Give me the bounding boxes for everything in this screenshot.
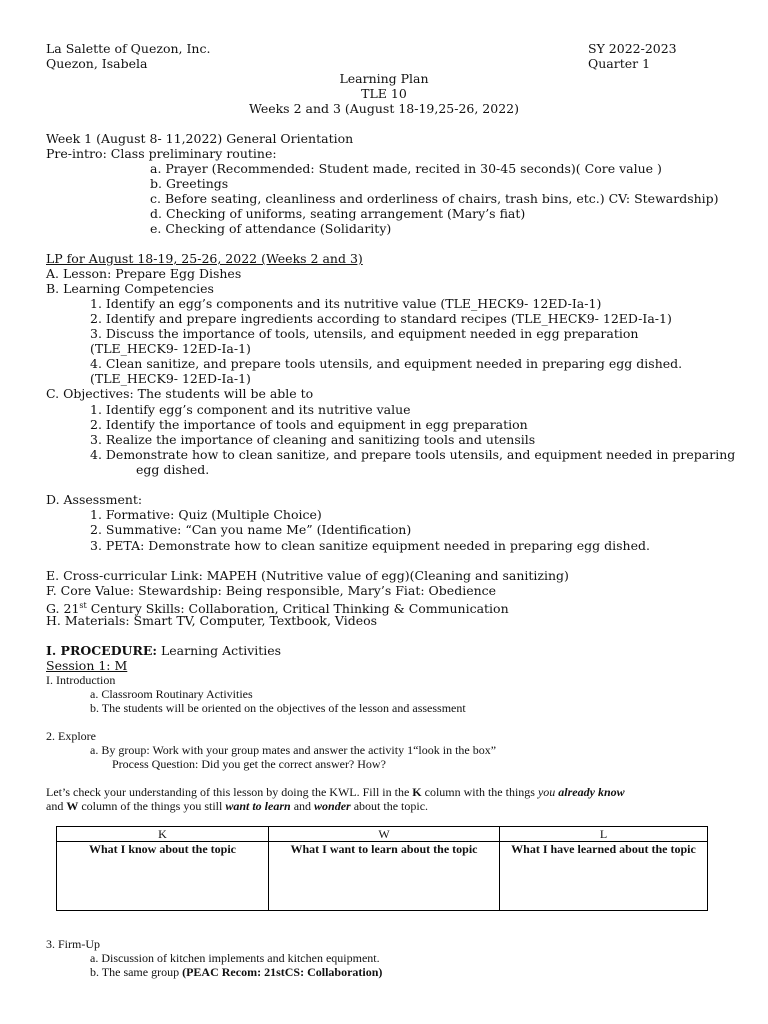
assessment-item: 3. PETA: Demonstrate how to clean sanitize equipment needed in preparing egg dished. (90, 538, 650, 553)
routine-item: c. Before seating, cleanliness and orderliness of chairs, trash bins, etc.) CV: Stewardship) (150, 191, 719, 206)
assessment-item: 1. Formative: Quiz (Multiple Choice) (90, 507, 322, 522)
objective-item: egg dished. (136, 462, 210, 477)
procedure-heading-rest: Learning Activities (156, 643, 282, 658)
skills-text: Century Skills: Collaboration, Critical Thinking & Communication (86, 601, 509, 617)
routine-item: a. Prayer (Recommended: Student made, recited in 30-45 seconds)( Core value ) (150, 161, 662, 176)
objective-item: 2. Identify the importance of tools and equipment in egg preparation (90, 417, 528, 432)
skills-prefix: G. 21 (46, 601, 80, 617)
week1-heading: Week 1 (August 8- 11,2022) General Orientation (46, 131, 354, 146)
kwl-bold-italic: want to learn (225, 799, 291, 813)
routine-item: d. Checking of uniforms, seating arrangement (Mary’s fiat) (150, 206, 526, 221)
competency-item: 3. Discuss the importance of tools, utensils, and equipment needed in egg preparation (90, 326, 639, 341)
kwl-instructions-line2 (46, 799, 428, 814)
objective-item: 4. Demonstrate how to clean sanitize, and prepare tools utensils, and equipment needed in preparing (90, 447, 736, 462)
objectives-heading: C. Objectives: The students will be able to (46, 386, 314, 401)
skills-superscript: st (79, 601, 87, 610)
assessment-heading: D. Assessment: (46, 492, 143, 507)
assessment-item: 2. Summative: “Can you name Me” (Identification) (90, 522, 412, 537)
intro-item: a. Classroom Routinary Activities (90, 687, 253, 701)
kwl-text: column of the things you still (78, 799, 226, 813)
competencies-heading: B. Learning Competencies (46, 281, 214, 296)
kwl-text: column with the things (421, 785, 538, 799)
routine-item: b. Greetings (150, 176, 229, 191)
subject-label: TLE 10 (361, 86, 407, 101)
kwl-table (56, 826, 708, 911)
procedure-heading (46, 643, 281, 658)
objective-item: 1. Identify egg’s component and its nutritive value (90, 402, 411, 417)
school-year: SY 2022-2023 (588, 41, 677, 56)
kwl-bold-italic: already know (555, 785, 625, 799)
kwl-cell-k[interactable]: What I know about the topic (57, 842, 269, 911)
kwl-header-k: K (57, 827, 269, 842)
kwl-text: and (46, 799, 67, 813)
competency-item: 2. Identify and prepare ingredients according to standard recipes (TLE_HECK9- 12ED-Ia-1) (90, 311, 672, 326)
school-name: La Salette of Quezon, Inc. (46, 41, 211, 56)
kwl-cell-l[interactable]: What I have learned about the topic (500, 842, 708, 911)
kwl-instructions-line1 (46, 785, 625, 800)
firmup-bold: (PEAC Recom: 21stCS: Collaboration) (182, 965, 383, 979)
explore-item: a. By group: Work with your group mates and answer the activity 1“look in the box” (90, 743, 497, 757)
kwl-w-letter: W (66, 799, 79, 813)
materials: H. Materials: Smart TV, Computer, Textbook, Videos (46, 613, 378, 628)
kwl-cell-w[interactable]: What I want to learn about the topic (269, 842, 500, 911)
document-title: Learning Plan (339, 71, 429, 86)
process-question: Process Question: Did you get the correct answer? How? (112, 757, 386, 771)
objective-item: 3. Realize the importance of cleaning and sanitizing tools and utensils (90, 432, 536, 447)
routine-item: e. Checking of attendance (Solidarity) (150, 221, 392, 236)
kwl-italic: you (537, 785, 556, 799)
kwl-text: about the topic. (350, 799, 429, 813)
school-location: Quezon, Isabela (46, 56, 148, 71)
kwl-header-row (57, 827, 708, 842)
firmup-text: b. The same group (90, 965, 183, 979)
core-value: F. Core Value: Stewardship: Being responsible, Mary’s Fiat: Obedience (46, 583, 497, 598)
lesson-label: A. Lesson: Prepare Egg Dishes (46, 266, 242, 281)
weeks-label: Weeks 2 and 3 (August 18-19,25-26, 2022) (248, 101, 519, 116)
kwl-header-w: W (269, 827, 500, 842)
intro-item: b. The students will be oriented on the objectives of the lesson and assessment (90, 701, 466, 715)
session-label: Session 1: M (46, 658, 128, 673)
cross-curricular: E. Cross-curricular Link: MAPEH (Nutritive value of egg)(Cleaning and sanitizing) (46, 568, 569, 583)
preintro-label: Pre-intro: Class preliminary routine: (46, 146, 277, 161)
explore-heading: 2. Explore (46, 729, 96, 743)
competency-item: (TLE_HECK9- 12ED-Ia-1) (90, 371, 251, 386)
competency-item: (TLE_HECK9- 12ED-Ia-1) (90, 341, 251, 356)
kwl-text: and (290, 799, 315, 813)
firmup-item: a. Discussion of kitchen implements and kitchen equipment. (90, 951, 380, 965)
firmup-item (90, 965, 382, 980)
firmup-heading: 3. Firm-Up (46, 937, 100, 951)
kwl-k-letter: K (412, 785, 422, 799)
procedure-heading-bold: I. PROCEDURE: (46, 643, 157, 658)
kwl-body-row (57, 842, 708, 911)
competency-item: 4. Clean sanitize, and prepare tools utensils, and equipment needed in preparing egg dished. (90, 356, 683, 371)
kwl-bold-italic: wonder (314, 799, 351, 813)
kwl-header-l: L (500, 827, 708, 842)
quarter-label: Quarter 1 (588, 56, 651, 71)
lp-heading: LP for August 18-19, 25-26, 2022 (Weeks 2 and 3) (46, 251, 363, 266)
competency-item: 1. Identify an egg’s components and its nutritive value (TLE_HECK9- 12ED-Ia-1) (90, 296, 602, 311)
introduction-heading: I. Introduction (46, 673, 116, 687)
kwl-text: Let’s check your understanding of this lesson by doing the KWL. Fill in the (46, 785, 413, 799)
